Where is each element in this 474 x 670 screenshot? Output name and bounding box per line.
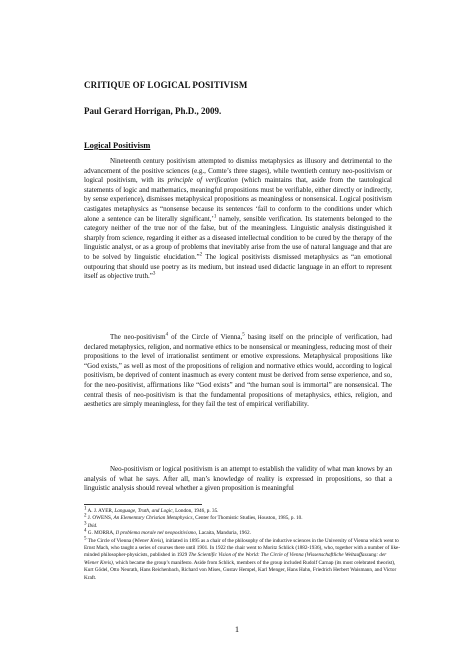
footnote-text: , which became the group’s manifesto. Aside from Schlick, members of the group included Rudolf Carnap (its most celebrated theorist), Kurt Gödel, Otto Neurath, Hans Reichenbach, Richard von Mises, Gustav Hempel, Karl Menger, Hans Hahn, Friedrich Herbert Waismann, and Victor Kraft. xyxy=(84,559,397,581)
footnote-number: 1 xyxy=(84,506,87,512)
footnote-number: 5 xyxy=(84,535,87,541)
footnote-text: The Circle of Vienna ( xyxy=(86,537,135,544)
p3-text-a: Neo-positivism or logical positivism is an attempt to establish the validity of what man knows by an analysis of what he says. After all, man’s knowledge of reality is expressed in propositions, so that a linguistic analysis should reveal whether a given proposition is meaningful xyxy=(84,465,392,493)
p2-text-a: The neo-positivism xyxy=(110,333,166,341)
p1-text-d: The logical positivists dismissed metaphysics as “an emotional outpouring that should use poetry as its medium, but instead used didactic language in an effort to represent itself as objective truth.” xyxy=(84,252,392,281)
footnote-4 xyxy=(84,530,402,537)
footnote-text: , Lacaita, Manduria, 1962. xyxy=(195,530,251,537)
footnote-italic: Il problema morale nel neopositivismo xyxy=(115,530,196,537)
document-title: CRITIQUE OF LOGICAL POSITIVISM xyxy=(84,80,248,90)
paragraph-3 xyxy=(84,465,392,494)
p1-text-b: (which maintains that, aside from the tautological statements of logic and mathematics, meaningful propositions must be verifiable, either directly or indirectly, by sense experience), dismisses metaphysical propositions as meaningless or nonsensical. Logical positivism castigates metaphysics as “nonsense because its sentences ‘fail to conform to the conditions under which alone a sentence can be literally significant,’ xyxy=(84,176,392,223)
footnotes-list xyxy=(84,508,402,582)
footnote-5 xyxy=(84,535,402,582)
footnote-text: G. MORRA, xyxy=(86,530,116,537)
footnote-ref-2[interactable]: 2 xyxy=(199,252,203,258)
footnote-text: , London, 1946, p. 35. xyxy=(172,508,219,514)
paragraph-1 xyxy=(84,157,392,282)
footnote-number: 2 xyxy=(84,513,87,519)
p1-text-a: Nineteenth century positivism attempted to dismiss metaphysics as illusory and detrimental to the advancement of the positive sciences (e.g., Comte’s three stages), while twentieth century neo-positivism or logical positivism, with its xyxy=(84,157,392,185)
footnote-number: 4 xyxy=(84,528,87,534)
footnote-text: ), initiated in 1895 as a chair of the philosophy of the inductive sciences in the University of Vienna which went to Ernst Mach, who taught a series of courses there until 1901. In 1922 the chair went to Moritz Schlick (1882-1936), who, together with a number of like-minded philosopher-physicists, published in 1929 xyxy=(84,537,401,559)
footnote-italic: The Scientific Vision of the World: The Circle of Vienna (Wissenschaftliche Weltauffassung: der Wiener Kreis) xyxy=(84,552,387,566)
footnote-ref-3[interactable]: 3 xyxy=(152,271,156,277)
p1-text-c: namely, sensible verification. Its statements belonged to the category neither of the true nor of the false, but of the meaningless. Linguistic analysis distinguished it sharply from science, regarding it either as a diseased intellectual condition to be cured by the therapy of the linguistic analyst, or as a group of problems that inevitably arise from the use of natural language and that are to be solved by linguistic elucidation.” xyxy=(84,214,392,261)
footnote-ref-4[interactable]: 4 xyxy=(165,332,169,338)
footnote-italic: Ibid. xyxy=(86,522,98,529)
p1-italic-term: principle of verification xyxy=(167,176,238,185)
footnote-text: J. OWENS, xyxy=(86,515,114,522)
author-line: Paul Gerard Horrigan, Ph.D., 2009. xyxy=(84,106,222,116)
section-heading: Logical Positivism xyxy=(84,140,151,150)
footnote-number: 3 xyxy=(84,521,87,527)
footnote-ref-5[interactable]: 5 xyxy=(242,332,245,338)
p2-text-b: of the Circle of Vienna, xyxy=(168,333,243,341)
footnote-separator xyxy=(84,504,202,505)
page-number: 1 xyxy=(234,624,240,634)
p2-text-c: basing itself on the principle of verification, had declared metaphysics, religion, and normative ethics to be nonsensical or meaningless, reducing most of their propositions to the level of irrationalist sentiment or emotive expressions. Metaphysical propositions like “God exists,” as well as most of the propositions of religion and normative ethics would, according to logical positivism, be deprived of content inasmuch as every content must be derived from sense experience, and so, for the neo-positivist, affirmations like “God exists” and “the human soul is immortal” are nonsensical. The central thesis of neo-positivism is that the fundamental propositions of metaphysics, ethics, religion, and aesthetics are simply meaningless, for they fail the test of empirical verifiability. xyxy=(84,333,393,409)
paragraph-2 xyxy=(84,333,392,410)
footnote-italic: An Elementary Christian Metaphysics xyxy=(113,515,193,522)
footnote-italic: Language, Truth, and Logic xyxy=(114,508,173,514)
footnote-ref-1[interactable]: 1 xyxy=(213,214,217,220)
footnote-text: A. J. AYER, xyxy=(86,508,115,514)
footnote-italic: Wiener Kreis xyxy=(134,537,162,544)
footnote-text: , Center for Thomistic Studies, Houston, 1985, p. 10. xyxy=(192,515,303,522)
footnote-2 xyxy=(84,515,402,522)
